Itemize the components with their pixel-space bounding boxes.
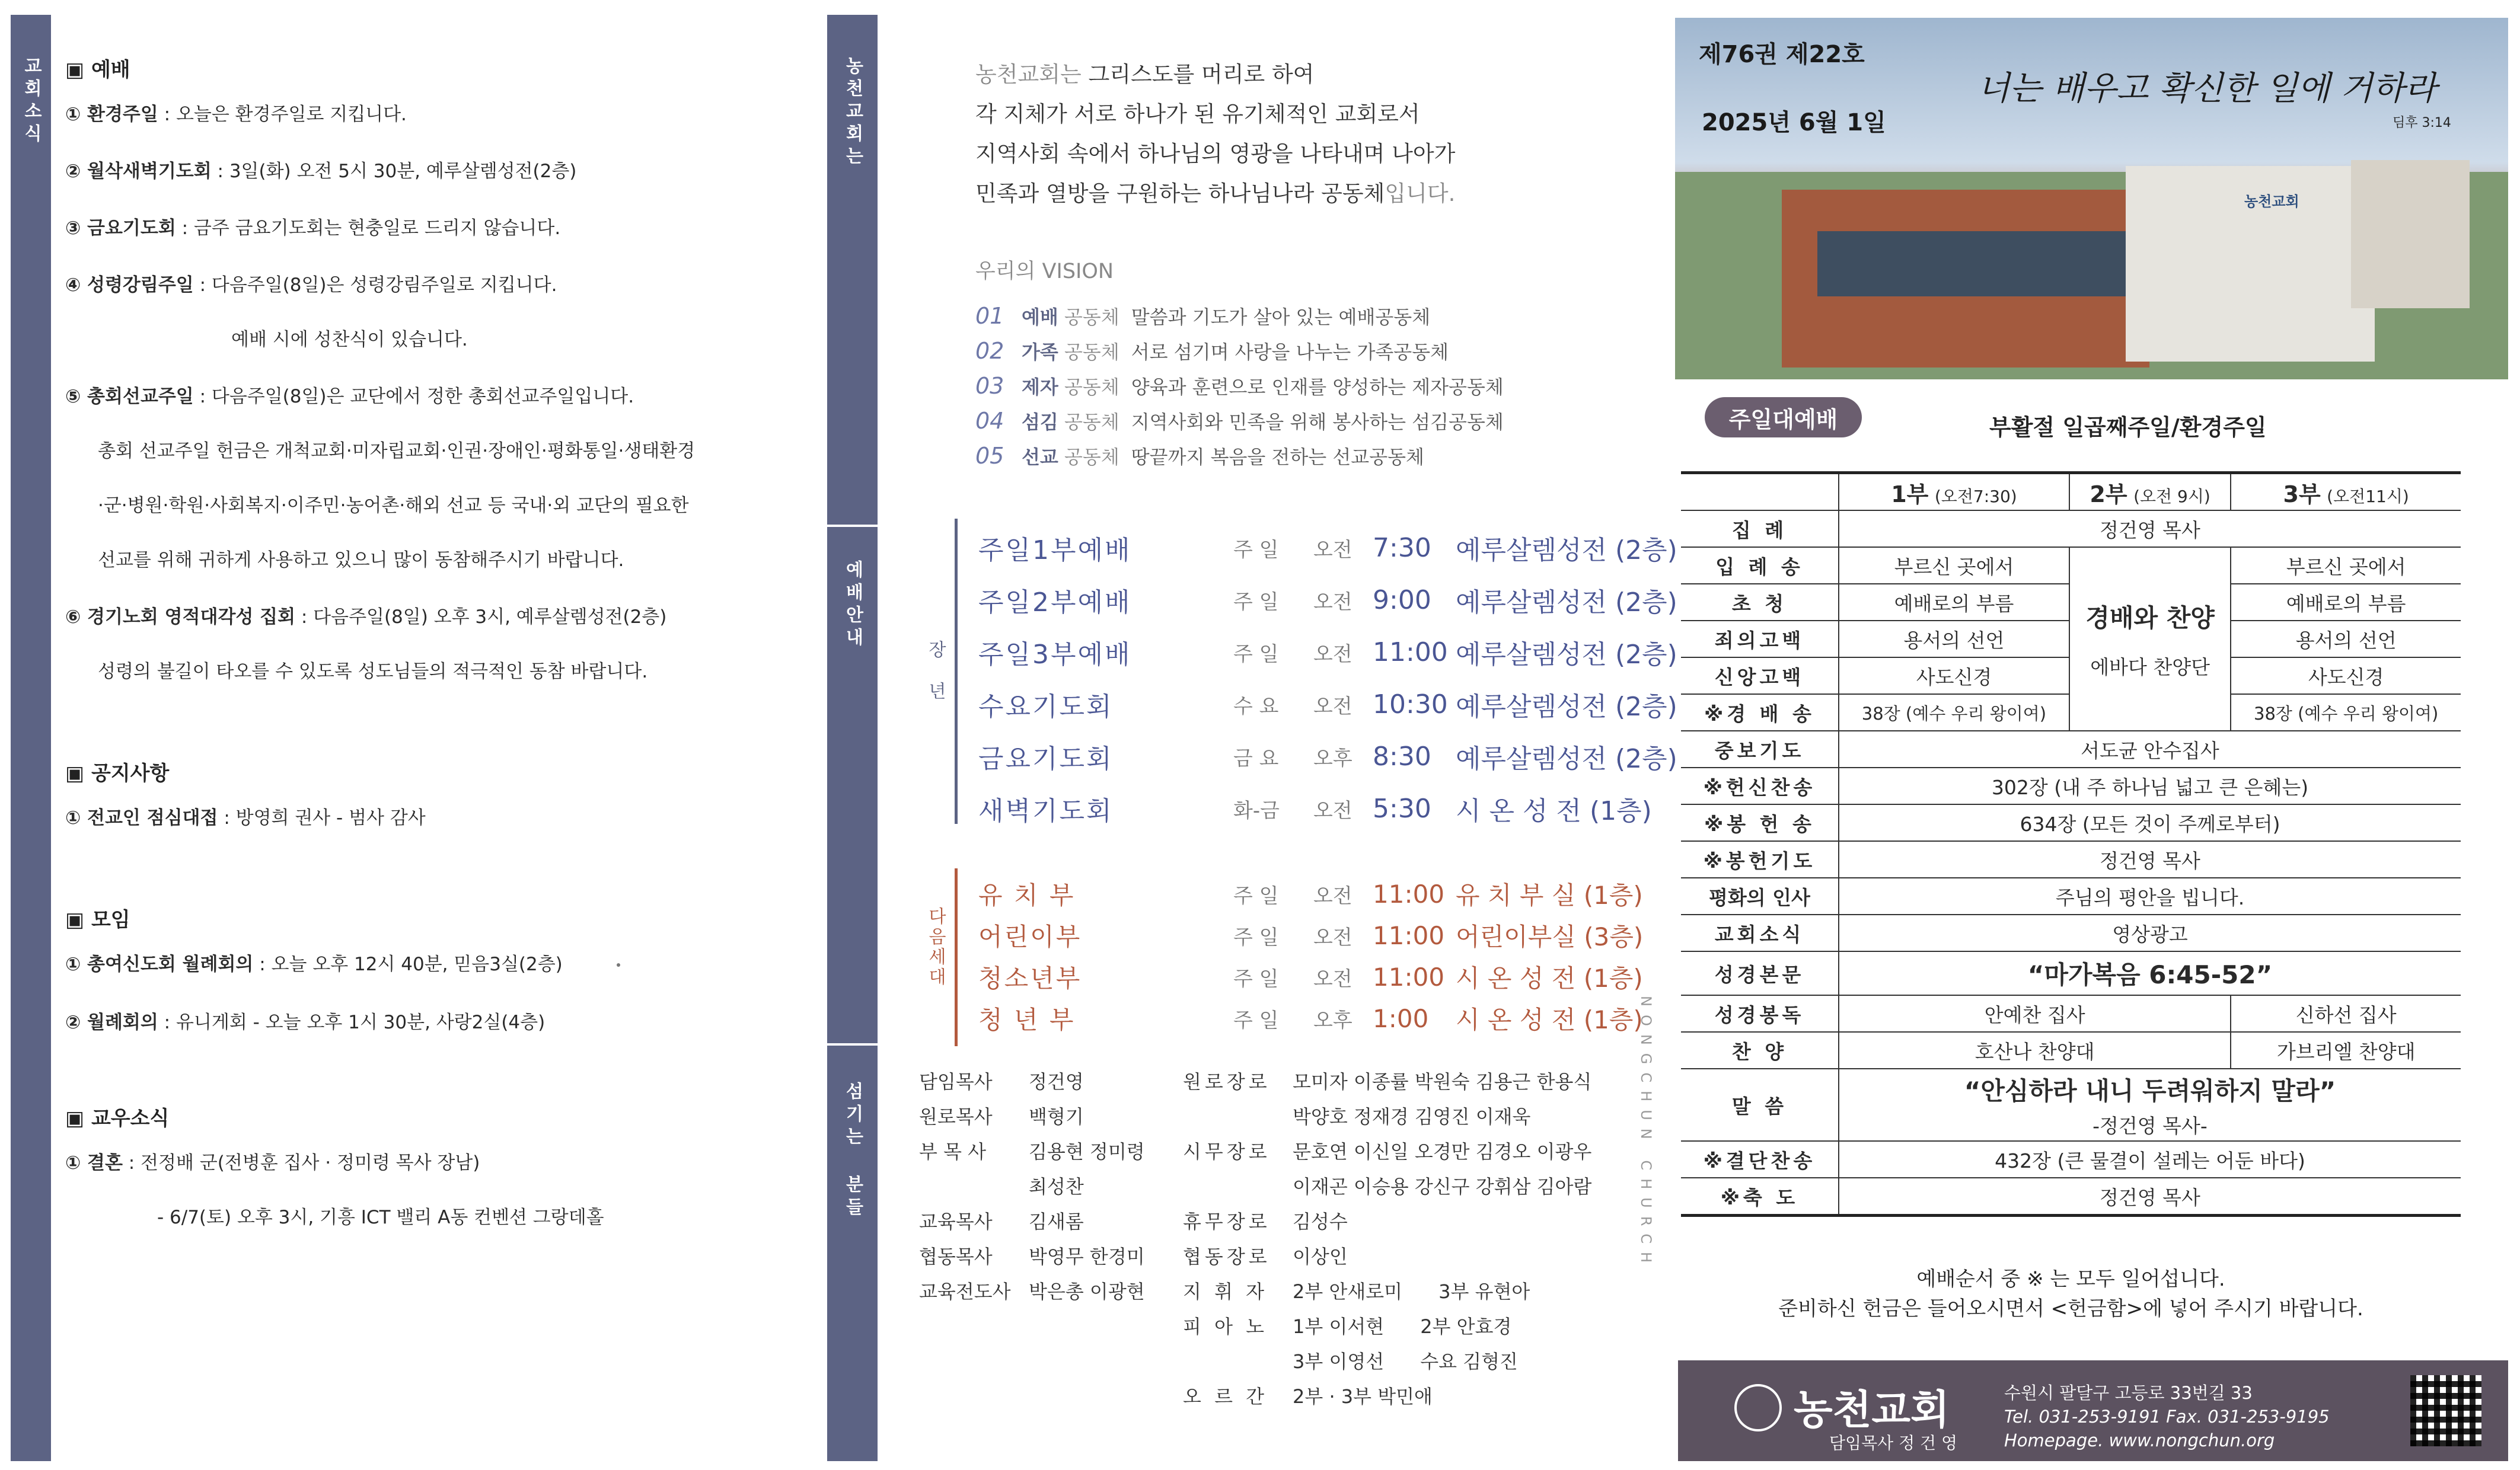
table-row: 성경본문 “마가복음 6:45-52” [1681, 951, 2461, 995]
staff-row: 담임목사 정건영 [919, 1070, 1084, 1093]
worship-section-title: ▣ 예배 [65, 58, 130, 82]
church-building-photo [1675, 18, 2508, 379]
table-row: ※봉헌기도 정건영 목사 [1681, 841, 2461, 878]
sidebar-label-news: 교회소식 [21, 56, 42, 146]
praise-merged-cell: 경배와 찬양 에바다 찬양단 [2069, 547, 2231, 731]
building-sign: 농천교회 [2244, 193, 2299, 210]
next-gen-label: 다음세대 [925, 907, 946, 988]
sermon-cell: “안심하라 내니 두려워하지 말라” -정건영 목사- [1839, 1069, 2461, 1141]
table-row: ※경 배 송 38장 (예수 우리 왕이여) 38장 (예수 우리 왕이여) [1681, 694, 2461, 731]
middle-sidebar [827, 15, 878, 1461]
slogan-verse: 딤후 3:14 [2393, 116, 2451, 130]
schedule-row: 새벽기도회 화-금 오전 5:30 시 온 성 전 (1층) [978, 793, 1652, 826]
photo-tower [2351, 160, 2470, 308]
speck [617, 963, 620, 967]
offering-note: 준비하신 헌금은 들어오시면서 <헌금함>에 넣어 주시기 바랍니다. [1778, 1297, 2363, 1321]
staff-list-left [919, 1067, 1145, 1312]
staff-row: 원로장로 모미자 이종률 박원숙 김용근 한용식 [1183, 1070, 1592, 1093]
vision-row-1: 01 예배 공동체 말씀과 기도가 살아 있는 예배공동체 [975, 303, 1431, 329]
table-row: 성경봉독 안예찬 집사 신하선 집사 [1681, 995, 2461, 1032]
staff-row: 최성찬 [1029, 1175, 1084, 1198]
schedule-row: 금요기도회 금 요 오후 8:30 예루살렘성전 (2층) [978, 741, 1677, 774]
staff-list-right [1183, 1067, 1591, 1417]
schedule-row: 주일3부예배 주 일 오전 11:00 예루살렘성전 (2층) [978, 637, 1677, 670]
vision-list [975, 302, 1504, 477]
sidebar-divider [827, 525, 878, 527]
header-service-1: 1부 (오전7:30) [1839, 473, 2069, 511]
next-gen-bar [955, 868, 958, 1046]
volume-number: 제76권 제22호 [1699, 41, 1865, 68]
standing-note: 예배순서 중 ※ 는 모두 일어섭니다. [1916, 1267, 2225, 1291]
table-row: ※결단찬송 432장 (큰 물결이 설레는 어둔 바다) [1681, 1141, 2461, 1178]
table-row: ※헌신찬송 302장 (내 주 하나님 넓고 큰 은혜는) [1681, 768, 2461, 804]
staff-row: 휴무장로 김성수 [1183, 1210, 1348, 1233]
schedule-row-next: 어린이부 주 일 오전 11:00 어린이부실 (3층) [978, 921, 1644, 951]
header-service-2: 2부 (오전 9시) [2069, 473, 2231, 511]
footer-church-name: 농천교회 [1794, 1387, 1950, 1434]
staff-row: 부 목 사 김용현 정미령 [919, 1140, 1145, 1163]
staff-row: 박양호 정재경 김영진 이재욱 [1293, 1105, 1531, 1128]
staff-row: 피 아 노 1부 이서현 2부 안효경 [1183, 1315, 1512, 1338]
news-item-5-sub1: 총회 선교주일 헌금은 개척교회·미자립교회·인권·장애인·평화통일·생태환경 [98, 440, 696, 462]
schedule-row-next: 유 치 부 주 일 오전 11:00 유 치 부 실 (1층) [978, 879, 1643, 910]
slogan: 너는 배우고 확신한 일에 거하라 [1977, 69, 2437, 108]
footer-pastor: 담임목사 정 건 영 [1829, 1433, 1958, 1453]
left-sidebar [11, 15, 51, 1461]
order-of-service-table [1681, 471, 2461, 1217]
staff-row: 교육전도사 박은총 이광현 [919, 1280, 1145, 1303]
meeting-item-1: ① 총여신도회 월례회의 : 오늘 오후 12시 40분, 믿음3실(2층) [65, 954, 563, 975]
table-row: 입 례 송 부르신 곳에서 경배와 찬양 에바다 찬양단 부르신 곳에서 [1681, 547, 2461, 584]
header-service-3: 3부 (오전11시) [2231, 473, 2461, 511]
news-item-5-sub3: 선교를 위해 귀하게 사용하고 있으니 많이 동참해주시기 바랍니다. [98, 549, 624, 571]
vision-row-4: 04 섬김 공동체 지역사회와 민족을 위해 봉사하는 섬김공동체 [975, 408, 1504, 434]
news-item-4: ④ 성령강림주일 : 다음주일(8일)은 성령강림주일로 지킵니다. [65, 274, 557, 296]
table-row: 찬 양 호산나 찬양대 가브리엘 찬양대 [1681, 1032, 2461, 1069]
news-item-1: ① 환경주일 : 오늘은 환경주일로 지킵니다. [65, 104, 407, 125]
service-title: 부활절 일곱째주일/환경주일 [1989, 414, 2267, 440]
table-row: 중보기도 서도균 안수집사 [1681, 731, 2461, 768]
footer-contact [2004, 1381, 2330, 1452]
staff-row: 원로목사 백형기 [919, 1105, 1084, 1128]
vision-row-5: 05 선교 공동체 땅끝까지 복음을 전하는 선교공동체 [975, 443, 1424, 469]
sidebar-divider [827, 1043, 878, 1046]
table-row: ※축 도 정건영 목사 [1681, 1178, 2461, 1216]
staff-row: 협동목사 박영무 한경미 [919, 1245, 1145, 1268]
adult-bar [955, 519, 958, 824]
staff-row: 이재곤 이승용 강신구 강휘삼 김아람 [1293, 1175, 1592, 1198]
news-item-6-sub: 성령의 불길이 타오를 수 있도록 성도님들의 적극적인 동참 바랍니다. [98, 661, 648, 682]
staff-row: 협동장로 이상인 [1183, 1245, 1348, 1268]
table-header-row [1681, 473, 2461, 511]
qr-code-icon [2410, 1375, 2481, 1446]
mission-statement: 농천교회는 그리스도를 머리로 하여 각 지체가 서로 하나가 된 유기체적인 교회로서 지역사회 속에서 하나님의 영광을 나타내며 나아가 민족과 열방을 구원하는 하나님나라 공동체입니다. [975, 62, 1456, 206]
news-item-3: ③ 금요기도회 : 금주 금요기도회는 현충일로 드리지 않습니다. [65, 218, 561, 239]
vision-row-2: 02 가족 공동체 서로 섬기며 사랑을 나누는 가족공동체 [975, 338, 1449, 364]
staff-row: 오 르 간 2부 · 3부 박민애 [1183, 1385, 1433, 1408]
table-row: 초 청 예배로의 부름 예배로의 부름 [1681, 584, 2461, 621]
table-row: ※봉 헌 송 634장 (모든 것이 주께로부터) [1681, 804, 2461, 841]
vision-row-3: 03 제자 공동체 양육과 훈련으로 인재를 양성하는 제자공동체 [975, 373, 1504, 399]
table-row: 집 례 정건영 목사 [1681, 510, 2461, 547]
schedule-row-next: 청소년부 주 일 오전 11:00 시 온 성 전 (1층) [978, 962, 1643, 993]
sidebar-label-staff: 섬기는 분들 [842, 1082, 863, 1220]
adult-label: 장년 [925, 640, 946, 723]
staff-row: 지 휘 자 2부 안새로미 3부 유현아 [1183, 1280, 1530, 1303]
footer-phone: Tel. 031-253-9191 Fax. 031-253-9195 [2004, 1407, 2330, 1427]
table-row: 평화의 인사 주님의 평안을 빕니다. [1681, 878, 2461, 915]
member-item-1-sub: - 6/7(토) 오후 3시, 기흥 ICT 밸리 A동 컨벤션 그랑데홀 [157, 1207, 604, 1228]
news-item-6: ⑥ 경기노회 영적대각성 집회 : 다음주일(8일) 오후 3시, 예루살렘성전(2층) [65, 606, 667, 628]
header-empty [1681, 473, 1839, 511]
member-news-section-title: ▣ 교우소식 [65, 1107, 170, 1130]
service-badge: 주일대예배 [1705, 397, 1862, 437]
staff-row: 교육목사 김새롬 [919, 1210, 1084, 1233]
news-item-5: ⑤ 총회선교주일 : 다음주일(8일)은 교단에서 정한 총회선교주일입니다. [65, 386, 634, 407]
footer-address: 수원시 팔달구 고등로 33번길 33 [2004, 1383, 2253, 1403]
footer-bar [1678, 1360, 2508, 1461]
table-row: 신앙고백 사도신경 사도신경 [1681, 657, 2461, 694]
table-row: 말 씀 “안심하라 내니 두려워하지 말라” -정건영 목사- [1681, 1069, 2461, 1141]
schedule-row: 주일2부예배 주 일 오전 9:00 예루살렘성전 (2층) [978, 584, 1677, 618]
english-church-name: NONGCHUN CHURCH [1638, 996, 1654, 1271]
schedule-row-next: 청 년 부 주 일 오후 1:00 시 온 성 전 (1층) [978, 1004, 1643, 1034]
member-item-1: ① 결혼 : 전정배 군(전병훈 집사 · 정미령 목사 장남) [65, 1152, 480, 1174]
news-item-4-sub: 예배 시에 성찬식이 있습니다. [231, 329, 468, 350]
photo-glass-band [1817, 231, 2149, 296]
table-row: 교회소식 영상광고 [1681, 915, 2461, 951]
staff-row: 시무장로 문호연 이신일 오경만 김경오 이광우 [1183, 1140, 1592, 1163]
news-item-2: ② 월삭새벽기도회 : 3일(화) 오전 5시 30분, 예루살렘성전(2층) [65, 161, 577, 182]
vision-title: 우리의 VISION [975, 260, 1114, 283]
sidebar-label-schedule: 예배안내 [842, 560, 863, 650]
table-row: 죄의고백 용서의 선언 용서의 선언 [1681, 621, 2461, 657]
meeting-item-2: ② 월례회의 : 유니게회 - 오늘 오후 1시 30분, 사랑2실(4층) [65, 1012, 546, 1033]
schedule-row: 주일1부예배 주 일 오전 7:30 예루살렘성전 (2층) [978, 532, 1677, 565]
sidebar-label-about: 농천교회는 [842, 56, 863, 169]
notice-section-title: ▣ 공지사항 [65, 762, 170, 785]
schedule-row: 수요기도회 수 요 오전 10:30 예루살렘성전 (2층) [978, 689, 1677, 722]
church-news-panel [65, 53, 777, 1232]
issue-date: 2025년 6월 1일 [1702, 109, 1886, 136]
staff-row: 3부 이영선 수요 김형진 [1293, 1350, 1518, 1373]
notice-item-1: ① 전교인 점심대접 : 방영희 권사 - 범사 감사 [65, 807, 426, 829]
church-logo-icon [1734, 1384, 1782, 1431]
footer-homepage: Homepage. www.nongchun.org [2004, 1430, 2275, 1450]
news-item-5-sub2: ·군·병원·학원·사회복지·이주민·농어촌·해외 선교 등 국내·외 교단의 필요한 [98, 495, 689, 516]
meeting-section-title: ▣ 모임 [65, 908, 130, 932]
